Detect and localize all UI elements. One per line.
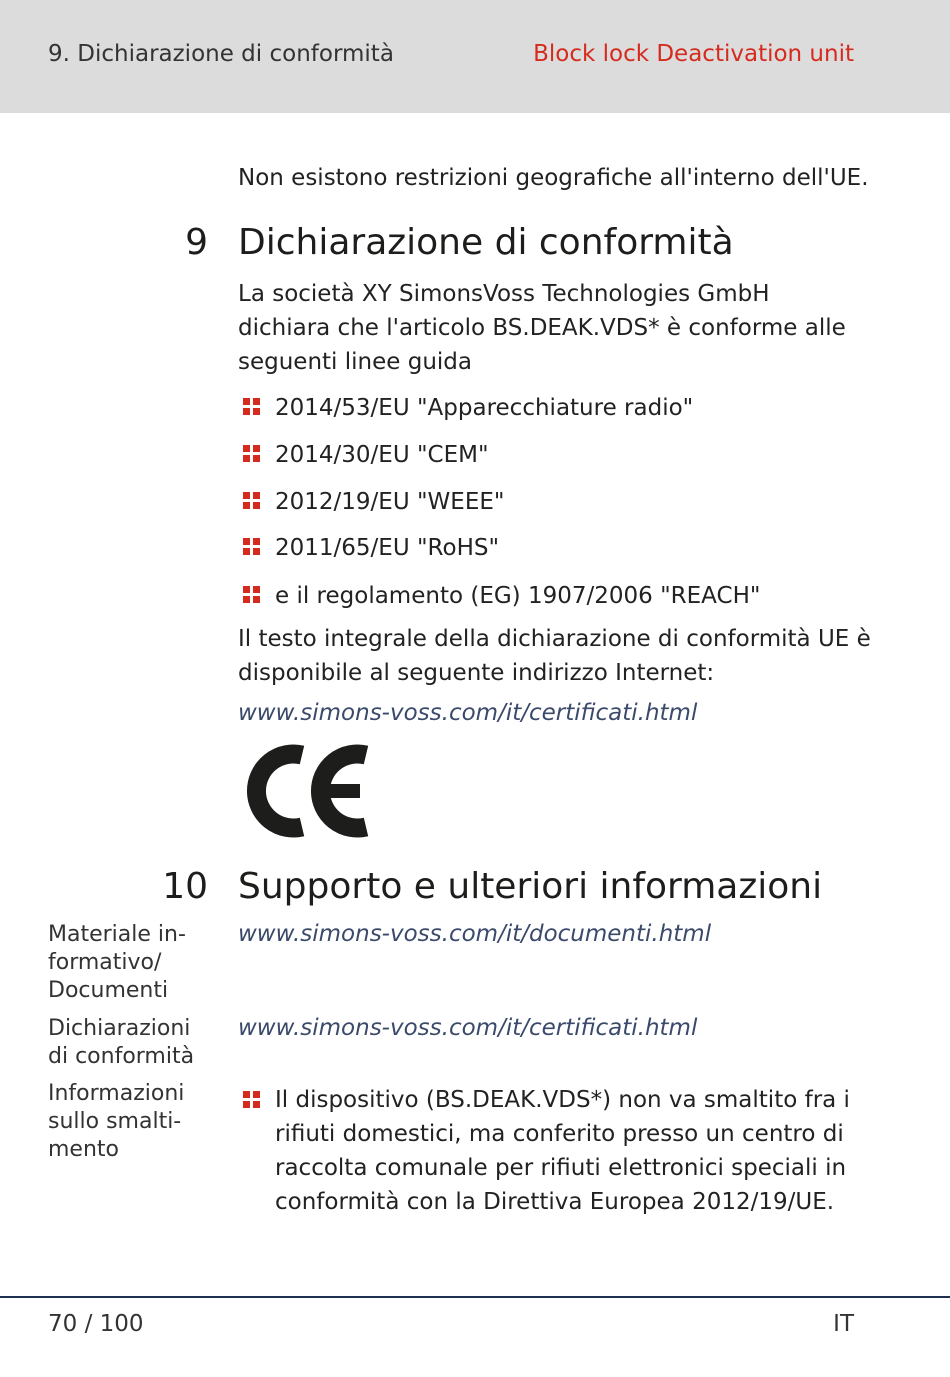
list-item-text: 2014/53/EU "Apparecchiature radio" [275, 395, 694, 421]
side-label-documents [48, 921, 218, 1005]
bullet-icon [243, 1091, 260, 1108]
side-label-line: Materiale in- [48, 922, 186, 947]
bullet-icon [243, 492, 260, 509]
certificates-link[interactable]: www.simons-voss.com/it/certificati.html [238, 700, 698, 726]
list-item-text: 2011/65/EU "RoHS" [275, 535, 500, 561]
page-number: 70 / 100 [48, 1311, 144, 1337]
page-header [0, 0, 950, 113]
paragraph-line: disponibile al seguente indirizzo Internet: [238, 660, 715, 686]
side-label-line: mento [48, 1137, 119, 1162]
disposal-text [275, 1083, 865, 1219]
bullet-icon [243, 586, 260, 603]
bullet-icon [243, 445, 260, 462]
side-label-line: Informazioni [48, 1081, 185, 1106]
header-section-title: 9. Dichiarazione di conformità [48, 41, 394, 67]
paragraph-line: seguenti linee guida [238, 349, 472, 375]
documents-link[interactable]: www.simons-voss.com/it/documenti.html [238, 921, 712, 947]
side-label-line: formativo/ [48, 950, 162, 975]
list-item-text: 2014/30/EU "CEM" [275, 442, 489, 468]
paragraph-line: dichiara che l'articolo BS.DEAK.VDS* è conforme alle [238, 315, 846, 341]
ce-mark-icon [236, 744, 376, 838]
section-9-number: 9 [185, 222, 208, 263]
side-label-line: sullo smalti- [48, 1109, 182, 1134]
paragraph-line: Il dispositivo (BS.DEAK.VDS*) non va smaltito fra i [275, 1087, 850, 1113]
paragraph-line: raccolta comunale per rifiuti elettronici speciali in [275, 1155, 847, 1181]
paragraph-line: La società XY SimonsVoss Technologies GmbH [238, 281, 770, 307]
side-label-disposal [48, 1080, 218, 1164]
side-label-line: di conformità [48, 1044, 195, 1069]
side-label-line: Documenti [48, 978, 169, 1003]
intro-line: Non esistono restrizioni geografiche all'interno dell'UE. [238, 165, 869, 191]
list-item-text: e il regolamento (EG) 1907/2006 "REACH" [275, 583, 761, 609]
section-9-paragraph [238, 277, 846, 379]
language-code: IT [833, 1311, 854, 1337]
side-label-line: Dichiarazioni [48, 1016, 191, 1041]
declarations-link[interactable]: www.simons-voss.com/it/certificati.html [238, 1015, 698, 1041]
paragraph-line: conformità con la Direttiva Europea 2012/19/UE. [275, 1189, 835, 1215]
header-product-name: Block lock Deactivation unit [533, 41, 854, 67]
section-9-title: Dichiarazione di conformità [238, 222, 734, 263]
footer-divider [0, 1296, 950, 1298]
declaration-text [238, 622, 871, 690]
list-item-text: 2012/19/EU "WEEE" [275, 489, 505, 515]
section-10-number: 10 [162, 866, 208, 907]
paragraph-line: rifiuti domestici, ma conferito presso un centro di [275, 1121, 844, 1147]
bullet-icon [243, 398, 260, 415]
paragraph-line: Il testo integrale della dichiarazione di conformità UE è [238, 626, 871, 652]
section-10-title: Supporto e ulteriori informazioni [238, 866, 823, 907]
side-label-declarations [48, 1015, 218, 1071]
bullet-icon [243, 538, 260, 555]
